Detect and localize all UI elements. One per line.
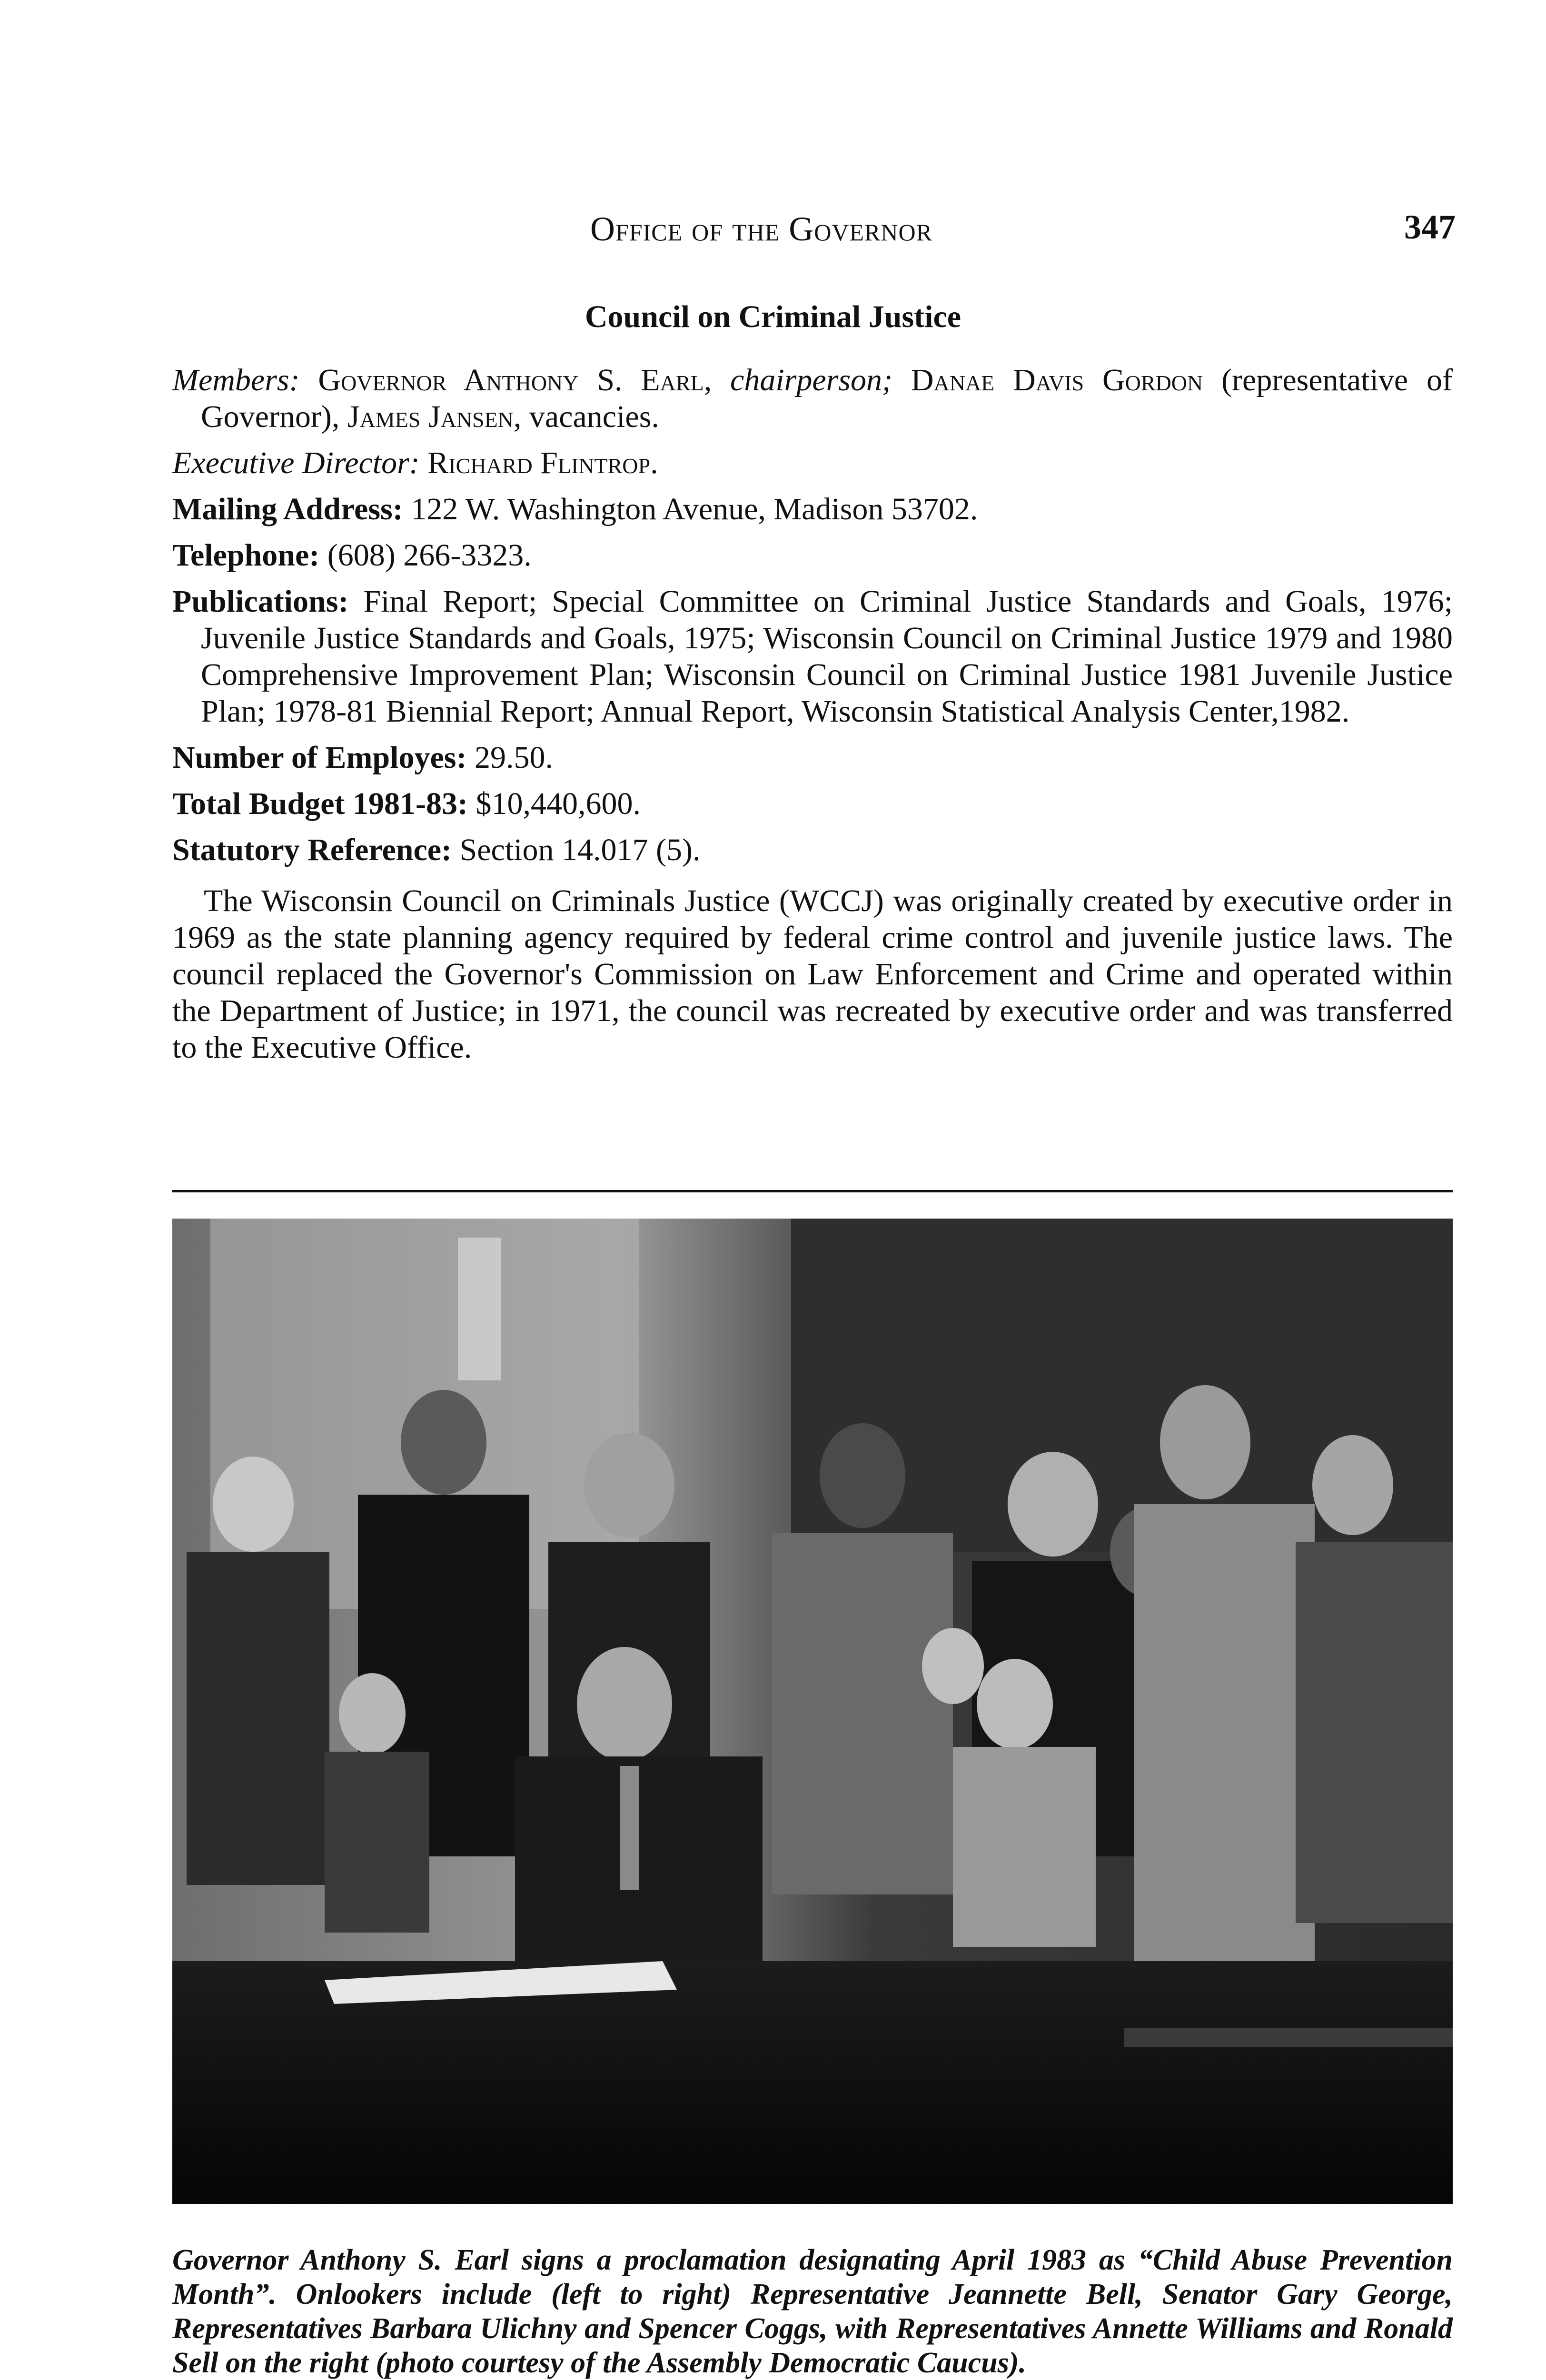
signing-photo [172, 1219, 1453, 2204]
mailing-entry [172, 491, 1453, 527]
chandelier-sconce [458, 1238, 501, 1380]
section-title: Council on Criminal Justice [585, 299, 961, 334]
telephone-value: (608) 266-3323. [327, 538, 532, 573]
director-end: . [650, 446, 658, 480]
director-name: Richard Flintrop [427, 446, 651, 480]
employees-label: Number of Employes: [172, 740, 467, 775]
page-number: 347 [1404, 208, 1456, 246]
director-entry [172, 445, 1453, 481]
publications-entry [172, 583, 1453, 730]
running-head: Office of the Governor [590, 210, 932, 248]
budget-entry [172, 785, 1453, 822]
budget-label: Total Budget 1981-83: [172, 786, 468, 821]
member-gordon-note: (representative of Governor), [201, 363, 1453, 434]
member-jansen: James Jansen [347, 399, 514, 434]
divider-rule [172, 1190, 1453, 1192]
history-paragraph: The Wisconsin Council on Criminals Justice (WCCJ) was originally created by executive order in 1969 as the state planning agency required by federal crime control and juvenile justice laws. The council replaced the Governor's Commission on Law Enforcement and Crime and operated within the Department of Justice; in 1971, the council was recreated by executive order and was transferred to the Executive Office. [172, 883, 1453, 1065]
employees-entry [172, 739, 1453, 776]
telephone-label: Telephone: [172, 538, 320, 573]
statutory-entry [172, 832, 1453, 868]
member-gordon: Danae Davis Gordon [911, 363, 1203, 397]
telephone-entry [172, 537, 1453, 574]
members-entry: Members: Governor Anthony S. Earl, chairperson; Danae Davis Gordon (representative of Governor), James Jansen, vacancies. [172, 363, 1453, 434]
member-role: chairperson; [730, 363, 892, 397]
budget-value: $10,440,600. [476, 786, 641, 821]
publications-label: Publications: [172, 584, 349, 619]
council-details [172, 362, 1453, 1066]
photo-illustration [172, 1219, 1453, 2204]
mailing-value: 122 W. Washington Avenue, Madison 53702. [411, 492, 978, 526]
members-label: Members: [172, 363, 300, 397]
statutory-label: Statutory Reference: [172, 833, 452, 867]
member-governor: Governor Anthony S. Earl [318, 363, 704, 397]
mailing-label: Mailing Address: [172, 492, 403, 526]
employees-value: 29.50. [474, 740, 553, 775]
statutory-value: Section 14.017 (5). [459, 833, 701, 867]
photo-caption: Governor Anthony S. Earl signs a proclamation designating April 1983 as “Child Abuse Prevention Month”. Onlookers include (left to right) Representative Jeannette Bell, Senator Gary George, Representatives Barbara Ulichny and Spencer Coggs, with Representatives Annette Williams and Ronald Sell on the right (photo courtesy of the Assembly Democratic Caucus). [172, 2244, 1453, 2379]
members-rest: , vacancies. [513, 399, 659, 434]
desk-edge [1124, 2028, 1453, 2047]
director-label: Executive Director: [172, 446, 420, 480]
publications-value: Final Report; Special Committee on Criminal Justice Standards and Goals, 1976; Juvenile Justice Standards and Goals, 1975; Wisconsin Council on Criminal Justice 1979 and 1980 Comprehensive Improvement Plan; Wisconsin Council on Criminal Justice 1981 Juvenile Justice Plan; 1978-81 Biennial Report; Annual Report, Wisconsin Statistical Analysis Center,1982. [201, 584, 1453, 729]
